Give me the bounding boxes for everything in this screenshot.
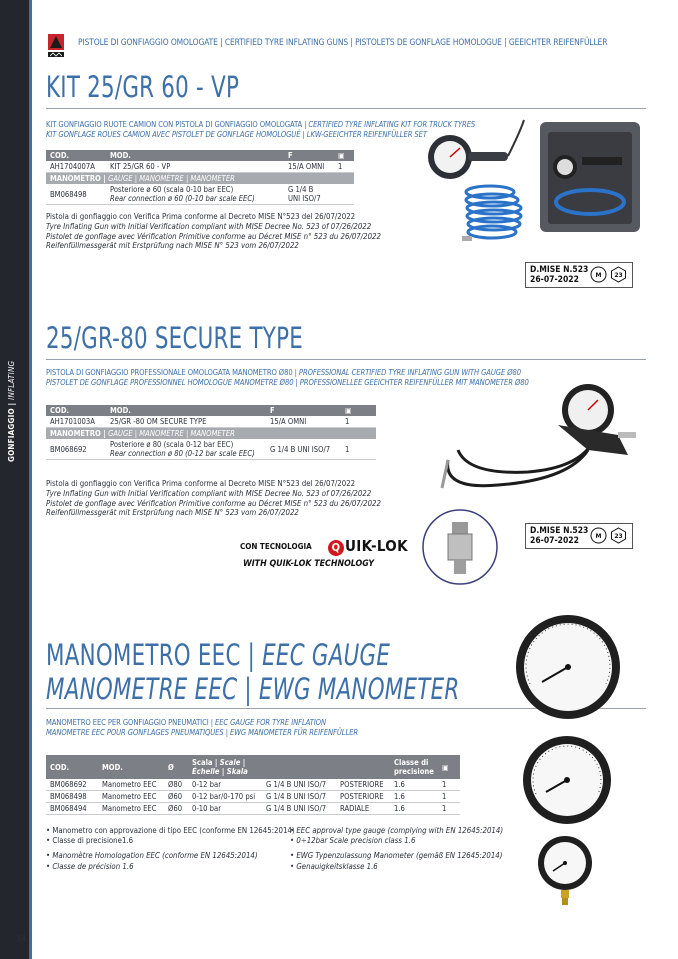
package-icon: ▣ bbox=[345, 406, 352, 415]
package-icon: ▣ bbox=[338, 151, 345, 160]
hexagon-23-badge-icon bbox=[610, 527, 627, 544]
sidebar-accent bbox=[29, 0, 32, 959]
section1-note: Pistola di gonfiaggio con Verifica Prima conforme al Decreto MISE N°523 del 26/07/2022 Tyre Inflating Gun with Initial Verification compliant with MISE Decree No. 523 of 07/26/2022 Pistolet de gonflage avec Vérification Primitive conforme au Décret MISE n° 523 du 26/07/2022 Reifenfüllmessgerät mit Erstprüfung nach MISE N° 523 vom 26/07/2022 bbox=[46, 212, 381, 251]
section2-note: Pistola di gonfiaggio con Verifica Prima conforme al Decreto MISE N°523 del 26/07/2022 Tyre Inflating Gun with Initial Verification compliant with MISE Decree No. 523 of 07/26/2022 Pistolet de gonflage avec Vérification Primitive conforme au Décret MISE n° 523 du 26/07/2022 Reifenfüllmessgerät mit Erstprüfung nach MISE N° 523 vom 26/07/2022 bbox=[46, 479, 381, 518]
svg-text:23: 23 bbox=[614, 533, 623, 540]
section2-title: 25/GR-80 SECURE TYPE bbox=[46, 321, 303, 355]
page-number: 54 bbox=[17, 934, 27, 943]
section3-title-line2: MANOMETRE EEC | EWG MANOMETER bbox=[46, 672, 460, 706]
kit-product-image bbox=[420, 112, 650, 267]
quik-lok-connector-image bbox=[420, 508, 500, 586]
table-row: BM068692 Posteriore ø 80 (scala 0-12 bar EEC) Rear connection ø 80 (0-12 bar scale EEC) G 1/4 B UNI ISO/7 1 bbox=[46, 439, 376, 460]
section3-title-line1: MANOMETRO EEC | EEC GAUGE bbox=[46, 638, 391, 672]
header-line: PISTOLE DI GONFIAGGIO OMOLOGATE | CERTIFIED TYRE INFLATING GUNS | PISTOLETS DE GONFLAGE HOMOLOGUE | GEEICHTER REIFENFÜLLER bbox=[78, 37, 608, 47]
brand-logo bbox=[46, 32, 74, 62]
section1-desc: KIT GONFIAGGIO RUOTE CAMION CON PISTOLA DI GONFIAGGIO OMOLOGATA | CERTIFIED TYRE INFLATING KIT FOR TRUCK TYRES KIT GONFLAGE ROUES CAMION AVEC PISTOLET DE GONFLAGE HOMOLOGUÉ | LKW-GEEICHTER REIFENFÜLLER SET bbox=[46, 120, 476, 139]
section1-cert: D.MISE N.523 26-07-2022 M 23 bbox=[525, 262, 633, 288]
gauge-large-image bbox=[508, 612, 630, 722]
table-row: AH1701003A 25/GR -80 OM SECURE TYPE 15/A OMNI 1 bbox=[46, 416, 376, 428]
gauge-small-image bbox=[535, 835, 595, 907]
gauge-medium-image bbox=[518, 734, 616, 826]
metrology-badge-icon bbox=[590, 527, 607, 544]
package-icon: ▣ bbox=[442, 762, 449, 772]
section2-cert: D.MISE N.523 26-07-2022 M 23 bbox=[525, 523, 633, 549]
metrology-badge-icon bbox=[590, 266, 607, 283]
section3-bullets-right: • EEC approval type gauge (complying with EN 12645:2014) • 0÷12bar Scale precision class 1.6 • EWG Typenzulassung Manometer (gemäß EN 12645:2014) • Genauigkeitsklasse 1.6 bbox=[290, 826, 504, 871]
section3-bullets-left: • Manometro con approvazione di tipo EEC (conforme EN 12645:2014) • Classe di precisione1.6 • Manomètre Homologation EEC (conforme EN 12645:2014) • Classe de précision 1.6 bbox=[46, 826, 295, 871]
quik-lok-logo: Q UIK-LOK bbox=[328, 537, 408, 556]
table-row: BM068494 Manometro EEC Ø60 0-10 bar G 1/4 B UNI ISO/7 RADIALE 1.6 1 bbox=[46, 803, 460, 815]
hexagon-23-badge-icon bbox=[610, 266, 627, 283]
svg-text:23: 23 bbox=[614, 272, 623, 279]
section1-title: KIT 25/GR 60 - VP bbox=[46, 70, 240, 104]
secure-type-gun-image bbox=[438, 380, 643, 500]
sidebar-label: GONFIAGGIO | INFLATING bbox=[7, 360, 16, 462]
section2-table: COD. MOD. F ▣ AH1701003A 25/GR -80 OM SECURE TYPE 15/A OMNI 1 MANOMETRO | GAUGE | MANOMÈTRE | MANOMETER BM068692 Posteriore ø 80 (scala 0-12 bar EEC) Rear connection ø 80 (0-12 bar scale EEC) G 1/4 B UNI ISO/7 1 bbox=[46, 405, 376, 460]
section1-table: COD. MOD. F ▣ AH1704007A KIT 25/GR 60 - VP 15/A OMNI 1 MANOMETRO | GAUGE | MANOMÈTRE | MANOMETER BM068498 Posteriore ø 60 (scala 0-10 bar EEC) Rear connection ø 60 (0-10 bar scale EEC) G 1/4 B UNI ISO/7 bbox=[46, 150, 354, 205]
sidebar bbox=[0, 0, 29, 959]
svg-text:M: M bbox=[595, 272, 602, 279]
section2-rule bbox=[46, 359, 646, 360]
section1-rule bbox=[46, 108, 646, 109]
section3-table: COD. MOD. Ø Scala | Scale | Échelle | Skala Classe di precisione ▣ BM068692 Manometro EEC Ø80 0-12 bar G 1/4 B UNI ISO/7 POSTERIORE 1.6 1 BM068498 Manometro EEC Ø60 0-12 bar/0-170 psi G 1/4 B UNI ISO/7 POSTERIORE 1.6 1 BM068494 Manometro EEC Ø60 0-10 bar G 1/4 B UNI ISO/7 RADIALE 1.6 1 bbox=[46, 755, 460, 815]
table-row: AH1704007A KIT 25/GR 60 - VP 15/A OMNI 1 bbox=[46, 161, 354, 173]
table-row: BM068498 Posteriore ø 60 (scala 0-10 bar EEC) Rear connection ø 60 (0-10 bar scale EEC) G 1/4 B UNI ISO/7 bbox=[46, 184, 354, 205]
section3-desc: MANOMETRO EEC PER GONFIAGGIO PNEUMATICI | EEC GAUGE FOR TYRE INFLATION MANOMETRE EEC POUR GONFLAGES PNEUMATIQUES | EWG MANOMETER FÜR REIFENFÜLLER bbox=[46, 718, 359, 737]
table-row: BM068692 Manometro EEC Ø80 0-12 bar G 1/4 B UNI ISO/7 POSTERIORE 1.6 1 bbox=[46, 779, 460, 791]
table-row: BM068498 Manometro EEC Ø60 0-12 bar/0-170 psi G 1/4 B UNI ISO/7 POSTERIORE 1.6 1 bbox=[46, 791, 460, 803]
section2-desc: PISTOLA DI GONFIAGGIO PROFESSIONALE OMOLOGATA MANOMETRO Ø80 | PROFESSIONAL CERTIFIED TYRE INFLATING GUN WITH GAUGE Ø80 PISTOLET DE GONFLAGE PROFESSIONNEL HOMOLOGUE MANOMETRE Ø80 | PROFESSIONELLEE GEEICHTER REIFENFÜLLER MIT MANOMETER Ø80 bbox=[46, 368, 529, 387]
svg-text:M: M bbox=[595, 533, 602, 540]
